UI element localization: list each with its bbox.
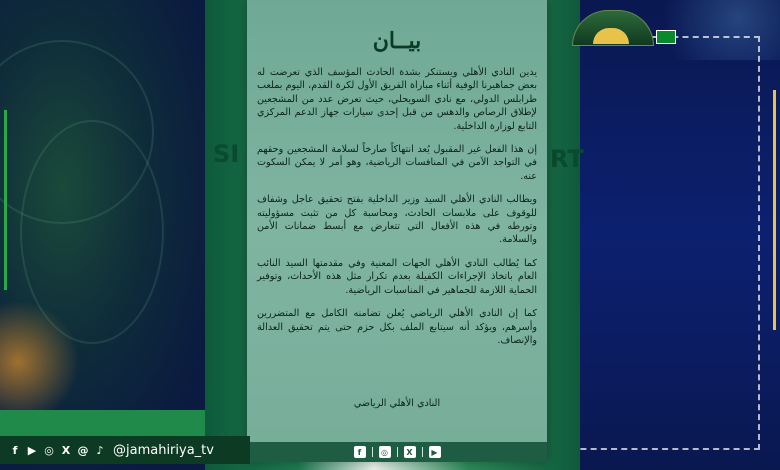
facebook-icon[interactable]: f (12, 443, 18, 457)
divider (397, 447, 398, 457)
stadium-lettering: SI (213, 140, 240, 168)
statement-paragraph: يدين النادي الأهلي ويستنكر بشدة الحادث المؤسف الذي تعرضت له بعض جماهيرنا الوفية أثناء مباراة الفريق الأول لكرة القدم، اليوم بملعب طرابلس الدولي، مع نادي السويحلي، حيث تعرض عدد من المشجعين لإطلاق الرصاص والدهس من قبل إحدى سيارات جهاز الدعم المركزي التابع لوزارة الداخلية. (257, 67, 537, 132)
card-social-footer (247, 442, 547, 462)
statement-paragraph: إن هذا الفعل غير المقبول يُعد انتهاكاً صارخاً لسلامة المشجعين وحقهم في التواجد الآمن في المنافسات الرياضية، وهو أمر لا يمكن السكوت عنه. (257, 144, 537, 182)
tiktok-icon[interactable]: ♪ (96, 443, 104, 457)
divider (422, 447, 423, 457)
decorative-line (773, 90, 776, 330)
facebook-icon[interactable]: f (354, 446, 366, 458)
youtube-icon[interactable]: ▶ (27, 443, 37, 457)
decorative-glow (0, 290, 90, 410)
x-icon[interactable]: X (61, 443, 71, 457)
channel-logo (568, 4, 678, 44)
instagram-icon[interactable]: ◎ (379, 446, 391, 458)
stadium-lettering: RT (550, 145, 584, 173)
statement-body (257, 66, 537, 357)
statement-paragraph: كما يُطالب النادي الأهلي الجهات المعنية وفي مقدمتها السيد النائب العام باتخاذ الإجراءات الكفيلة بعدم تكرار مثل هذه الأحداث، وتوفير الحماية اللازمة للجماهير في المناسبات الرياضية. (257, 257, 537, 296)
x-icon[interactable]: X (404, 446, 416, 458)
statement-card (247, 0, 547, 462)
youtube-icon[interactable]: ▶ (429, 446, 441, 458)
statement-paragraph: كما إن النادي الأهلي الرياضي يُعلن تضامنه الكامل مع المتضررين وأسرهم، ويؤكد أنه سيتابع الملف بكل حزم حتى يتم تحقيق العدالة والإنصاف. (257, 308, 537, 346)
social-ticker (0, 436, 250, 464)
divider (372, 447, 373, 457)
statement-paragraph: ويطالب النادي الأهلي السيد وزير الداخلية بفتح تحقيق عاجل وشفاف للوقوف على ملابسات الحادث، ومحاسبة كل من تثبت مسؤوليته وتورطه في هذه الأفعال التي تتعارض مع أبسط ضمانات الأمن والسلامة. (257, 194, 537, 246)
decorative-line (4, 110, 7, 290)
threads-icon[interactable]: @ (77, 443, 89, 457)
statement-signature: النادي الأهلي الرياضي (353, 398, 441, 409)
dashed-frame (560, 36, 760, 450)
statement-title: بيــان (372, 28, 422, 54)
channel-handle: @jamahiriya_tv (113, 442, 214, 458)
instagram-icon[interactable]: ◎ (44, 443, 54, 457)
lower-third-bar (0, 410, 205, 438)
flag-icon (656, 30, 676, 44)
